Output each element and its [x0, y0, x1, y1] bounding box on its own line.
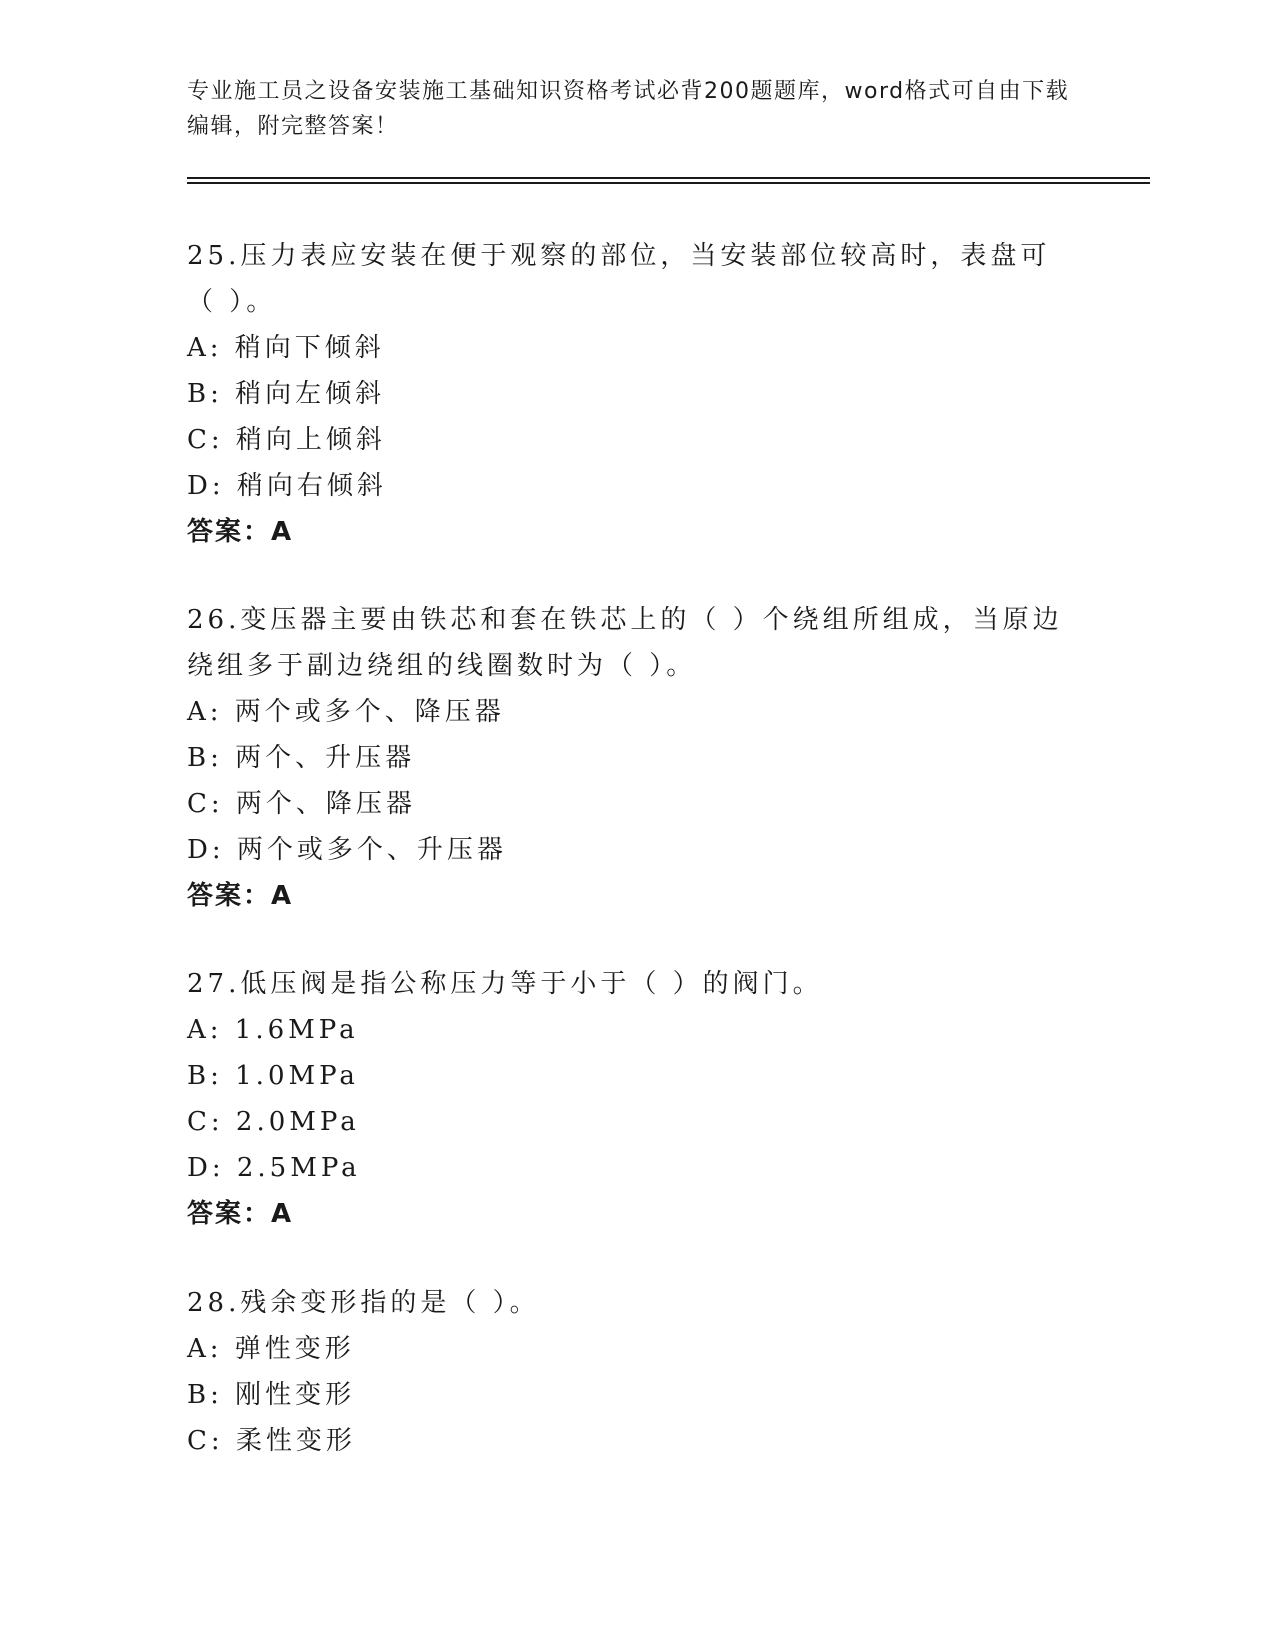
question-27: [187, 961, 1067, 1237]
option-c: C: 柔性变形: [187, 1426, 356, 1456]
question-26: [187, 597, 1067, 919]
question-28: [187, 1280, 1067, 1464]
option-b: B: 两个、升压器: [187, 743, 416, 773]
option-b: B: 稍向左倾斜: [187, 379, 386, 409]
answer-line: 答案：A: [187, 881, 294, 911]
question-stem: 28.残余变形指的是（ ）。: [187, 1288, 540, 1318]
question-stem: 27.低压阀是指公称压力等于小于（ ）的阀门。: [187, 969, 823, 999]
option-a: A: 两个或多个、降压器: [187, 697, 505, 727]
option-c: C: 稍向上倾斜: [187, 425, 386, 455]
option-b: B: 1.0MPa: [187, 1061, 359, 1091]
option-c: C: 2.0MPa: [187, 1107, 360, 1137]
option-d: D: 2.5MPa: [187, 1153, 361, 1183]
answer-line: 答案：A: [187, 1199, 294, 1229]
answer-line: 答案：A: [187, 517, 294, 547]
option-a: A: 弹性变形: [187, 1334, 355, 1364]
header-divider-bottom: [187, 182, 1150, 184]
option-a: A: 稍向下倾斜: [187, 333, 385, 363]
document-header: 专业施工员之设备安装施工基础知识资格考试必背200题题库，word格式可自由下载编辑，附完整答案！: [187, 79, 1070, 139]
option-d: D: 两个或多个、升压器: [187, 835, 507, 865]
option-c: C: 两个、降压器: [187, 789, 416, 819]
question-25: [187, 233, 1067, 555]
option-a: A: 1.6MPa: [187, 1015, 359, 1045]
question-stem: 26.变压器主要由铁芯和套在铁芯上的（ ）个绕组所组成，当原边绕组多于副边绕组的线圈数时为（ ）。: [187, 605, 1063, 681]
question-stem: 25.压力表应安装在便于观察的部位，当安装部位较高时，表盘可（ ）。: [187, 241, 1051, 317]
option-b: B: 刚性变形: [187, 1380, 356, 1410]
header-divider-top: [187, 177, 1150, 179]
option-d: D: 稍向右倾斜: [187, 471, 387, 501]
